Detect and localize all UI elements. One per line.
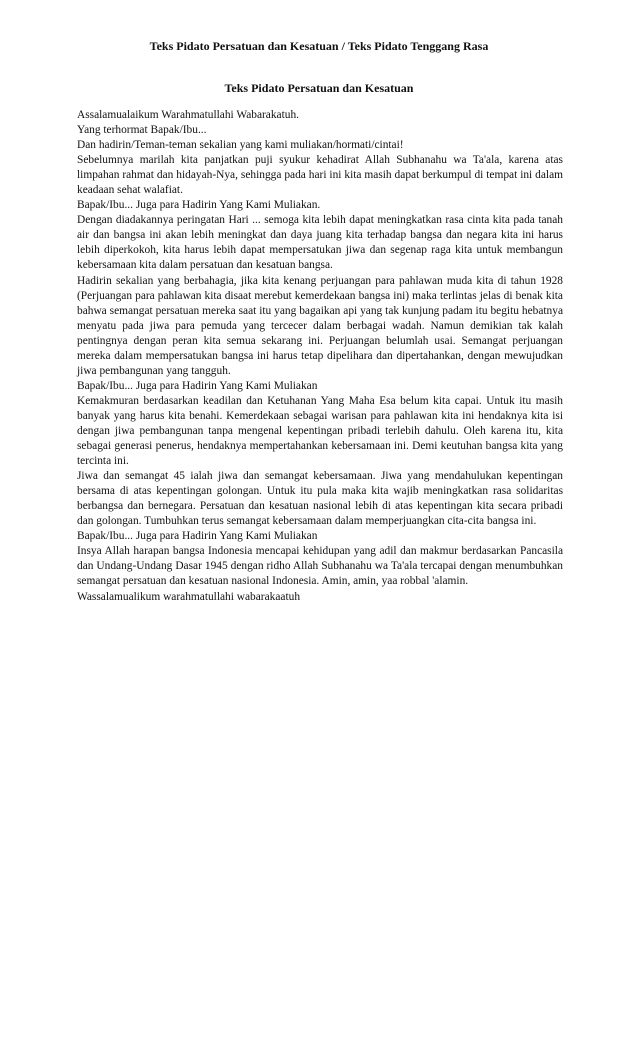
speech-body	[77, 108, 563, 605]
salutation-paragraph: Yang terhormat Bapak/Ibu...	[77, 124, 207, 137]
running-header: Teks Pidato Persatuan dan Kesatuan / Teks Pidato Tenggang Rasa	[149, 39, 489, 53]
address-paragraph: Bapak/Ibu... Juga para Hadirin Yang Kami Muliakan	[77, 379, 318, 392]
closing-paragraph: Insya Allah harapan bangsa Indonesia mencapai kehidupan yang adil dan makmur berdasarkan Pancasila dan Undang-Undang Dasar 1945 dengan ridho Allah Subhanahu wa Ta'ala tercapai dengan menumbuhkan semangat persatuan dan kesatuan nasional Indonesia. Amin, amin, yaa robbal 'alamin.	[77, 545, 563, 588]
greeting-paragraph: Assalamualaikum Warahmatullahi Wabarakatuh.	[77, 109, 300, 121]
address-paragraph: Bapak/Ibu... Juga para Hadirin Yang Kami Muliakan	[77, 530, 318, 543]
audience-paragraph: Dan hadirin/Teman-teman sekalian yang kami muliakan/hormati/cintai!	[77, 139, 404, 152]
body-paragraph: Kemakmuran berdasarkan keadilan dan Ketuhanan Yang Maha Esa belum kita capai. Untuk itu masih banyak yang harus kita benahi. Kemerdekaan sebagai warisan para pahlawan kita ini hendaknya kita isi dengan jiwa pembangunan tanpa mengenal kepentingan pribadi terlebih dahulu. Oleh karena itu, kita sebagai generasi penerus, hendaknya mempertahankan kebersamaan ini. Demi keutuhan bangsa kita yang tercinta ini.	[77, 394, 563, 468]
body-paragraph: Hadirin sekalian yang berbahagia, jika kita kenang perjuangan para pahlawan muda kita di tahun 1928 (Perjuangan para pahlawan kita disaat merebut kemerdekaan bangsa ini) maka terlintas jelas di benak kita bahwa semangat persatuan mereka saat itu yang bagaikan api yang tak kunjung padam itu begitu hebatnya menyatu pada jiwa para pemuda yang tercecer dalam berbagai wadah. Namun demikian tak kalah pentingnya dengan peran kita semua sekarang ini. Perjuangan belumlah usai. Semangat perjuangan mereka dalam mempersatukan bangsa ini harus tetap dipelihara dan dipertahankan, dengan mewujudkan jiwa pembangunan yang tangguh.	[77, 274, 563, 377]
farewell-paragraph: Wassalamualikum warahmatullahi wabarakaatuh	[77, 590, 301, 603]
address-paragraph: Bapak/Ibu... Juga para Hadirin Yang Kami Muliakan.	[77, 199, 321, 212]
body-paragraph: Dengan diadakannya peringatan Hari ... semoga kita lebih dapat meningkatkan rasa cinta kita pada tanah air dan bangsa ini akan lebih meningkat dan daya juang kita terhadap bangsa dan negara kita ini harus lebih diperkokoh, kita harus lebih dapat mempersatukan jiwa dan segenap raga kita untuk membangun kebersamaan kita dalam persatuan dan kesatuan bangsa.	[77, 214, 563, 272]
body-paragraph: Jiwa dan semangat 45 ialah jiwa dan semangat kebersamaan. Jiwa yang mendahulukan kepentingan bersama di atas kepentingan golongan. Untuk itu pula maka kita wajib meningkatkan rasa solidaritas berbangsa dan bernegara. Persatuan dan kesatuan nasional lebih di atas kepentingan kita secara pribadi dan golongan. Tumbuhkan terus semangat kebersamaan dalam memperjuangkan cita-cita bangsa ini.	[77, 470, 563, 528]
opening-paragraph: Sebelumnya marilah kita panjatkan puji syukur kehadirat Allah Subhanahu wa Ta'ala, karena atas limpahan rahmat dan hidayah-Nya, sehingga pada hari ini kita masih dapat berkumpul di tempat ini dalam keadaan sehat walafiat.	[77, 154, 563, 197]
document-title: Teks Pidato Persatuan dan Kesatuan	[224, 81, 414, 95]
